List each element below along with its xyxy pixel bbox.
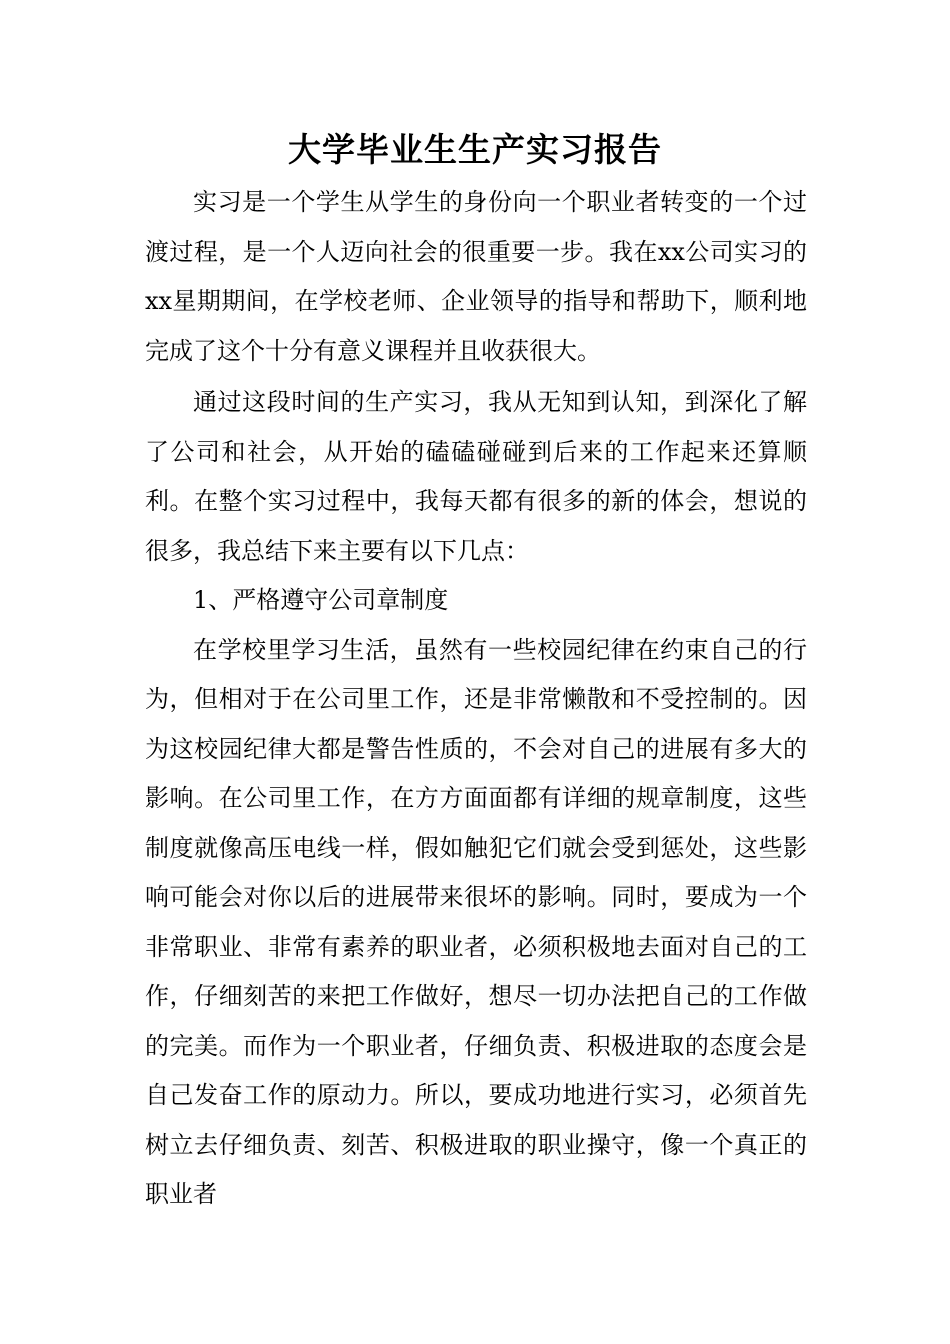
paragraph-summary: 通过这段时间的生产实习，我从无知到认知，到深化了解了公司和社会，从开始的磕磕碰碰到后来的工作起来还算顺利。在整个实习过程中，我每天都有很多的新的体会，想说的很多，我总结下来主要有以下几点： (145, 388, 807, 565)
section-heading-rules: 1、严格遵守公司章制度 (193, 586, 449, 614)
document-body (145, 178, 807, 1220)
paragraph-rules: 在学校里学习生活，虽然有一些校园纪律在约束自己的行为，但相对于在公司里工作，还是非常懒散和不受控制的。因为这校园纪律大都是警告性质的，不会对自己的进展有多大的影响。在公司里工作，在方方面面都有详细的规章制度，这些制度就像高压电线一样，假如触犯它们就会受到惩处，这些影响可能会对你以后的进展带来很坏的影响。同时，要成为一个非常职业、非常有素养的职业者，必须积极地去面对自己的工作，仔细刻苦的来把工作做好，想尽一切办法把自己的工作做的完美。而作为一个职业者，仔细负责、积极进取的态度会是自己发奋工作的原动力。所以，要成功地进行实习，必须首先树立去仔细负责、刻苦、积极进取的职业操守，像一个真正的职业者 (145, 635, 807, 1208)
document-title: 大学毕业生生产实习报告 (288, 130, 662, 169)
paragraph-intro: 实习是一个学生从学生的身份向一个职业者转变的一个过渡过程，是一个人迈向社会的很重要一步。我在xx公司实习的xx星期期间，在学校老师、企业领导的指导和帮助下，顺利地完成了这个十分有意义课程并且收获很大。 (145, 188, 807, 365)
